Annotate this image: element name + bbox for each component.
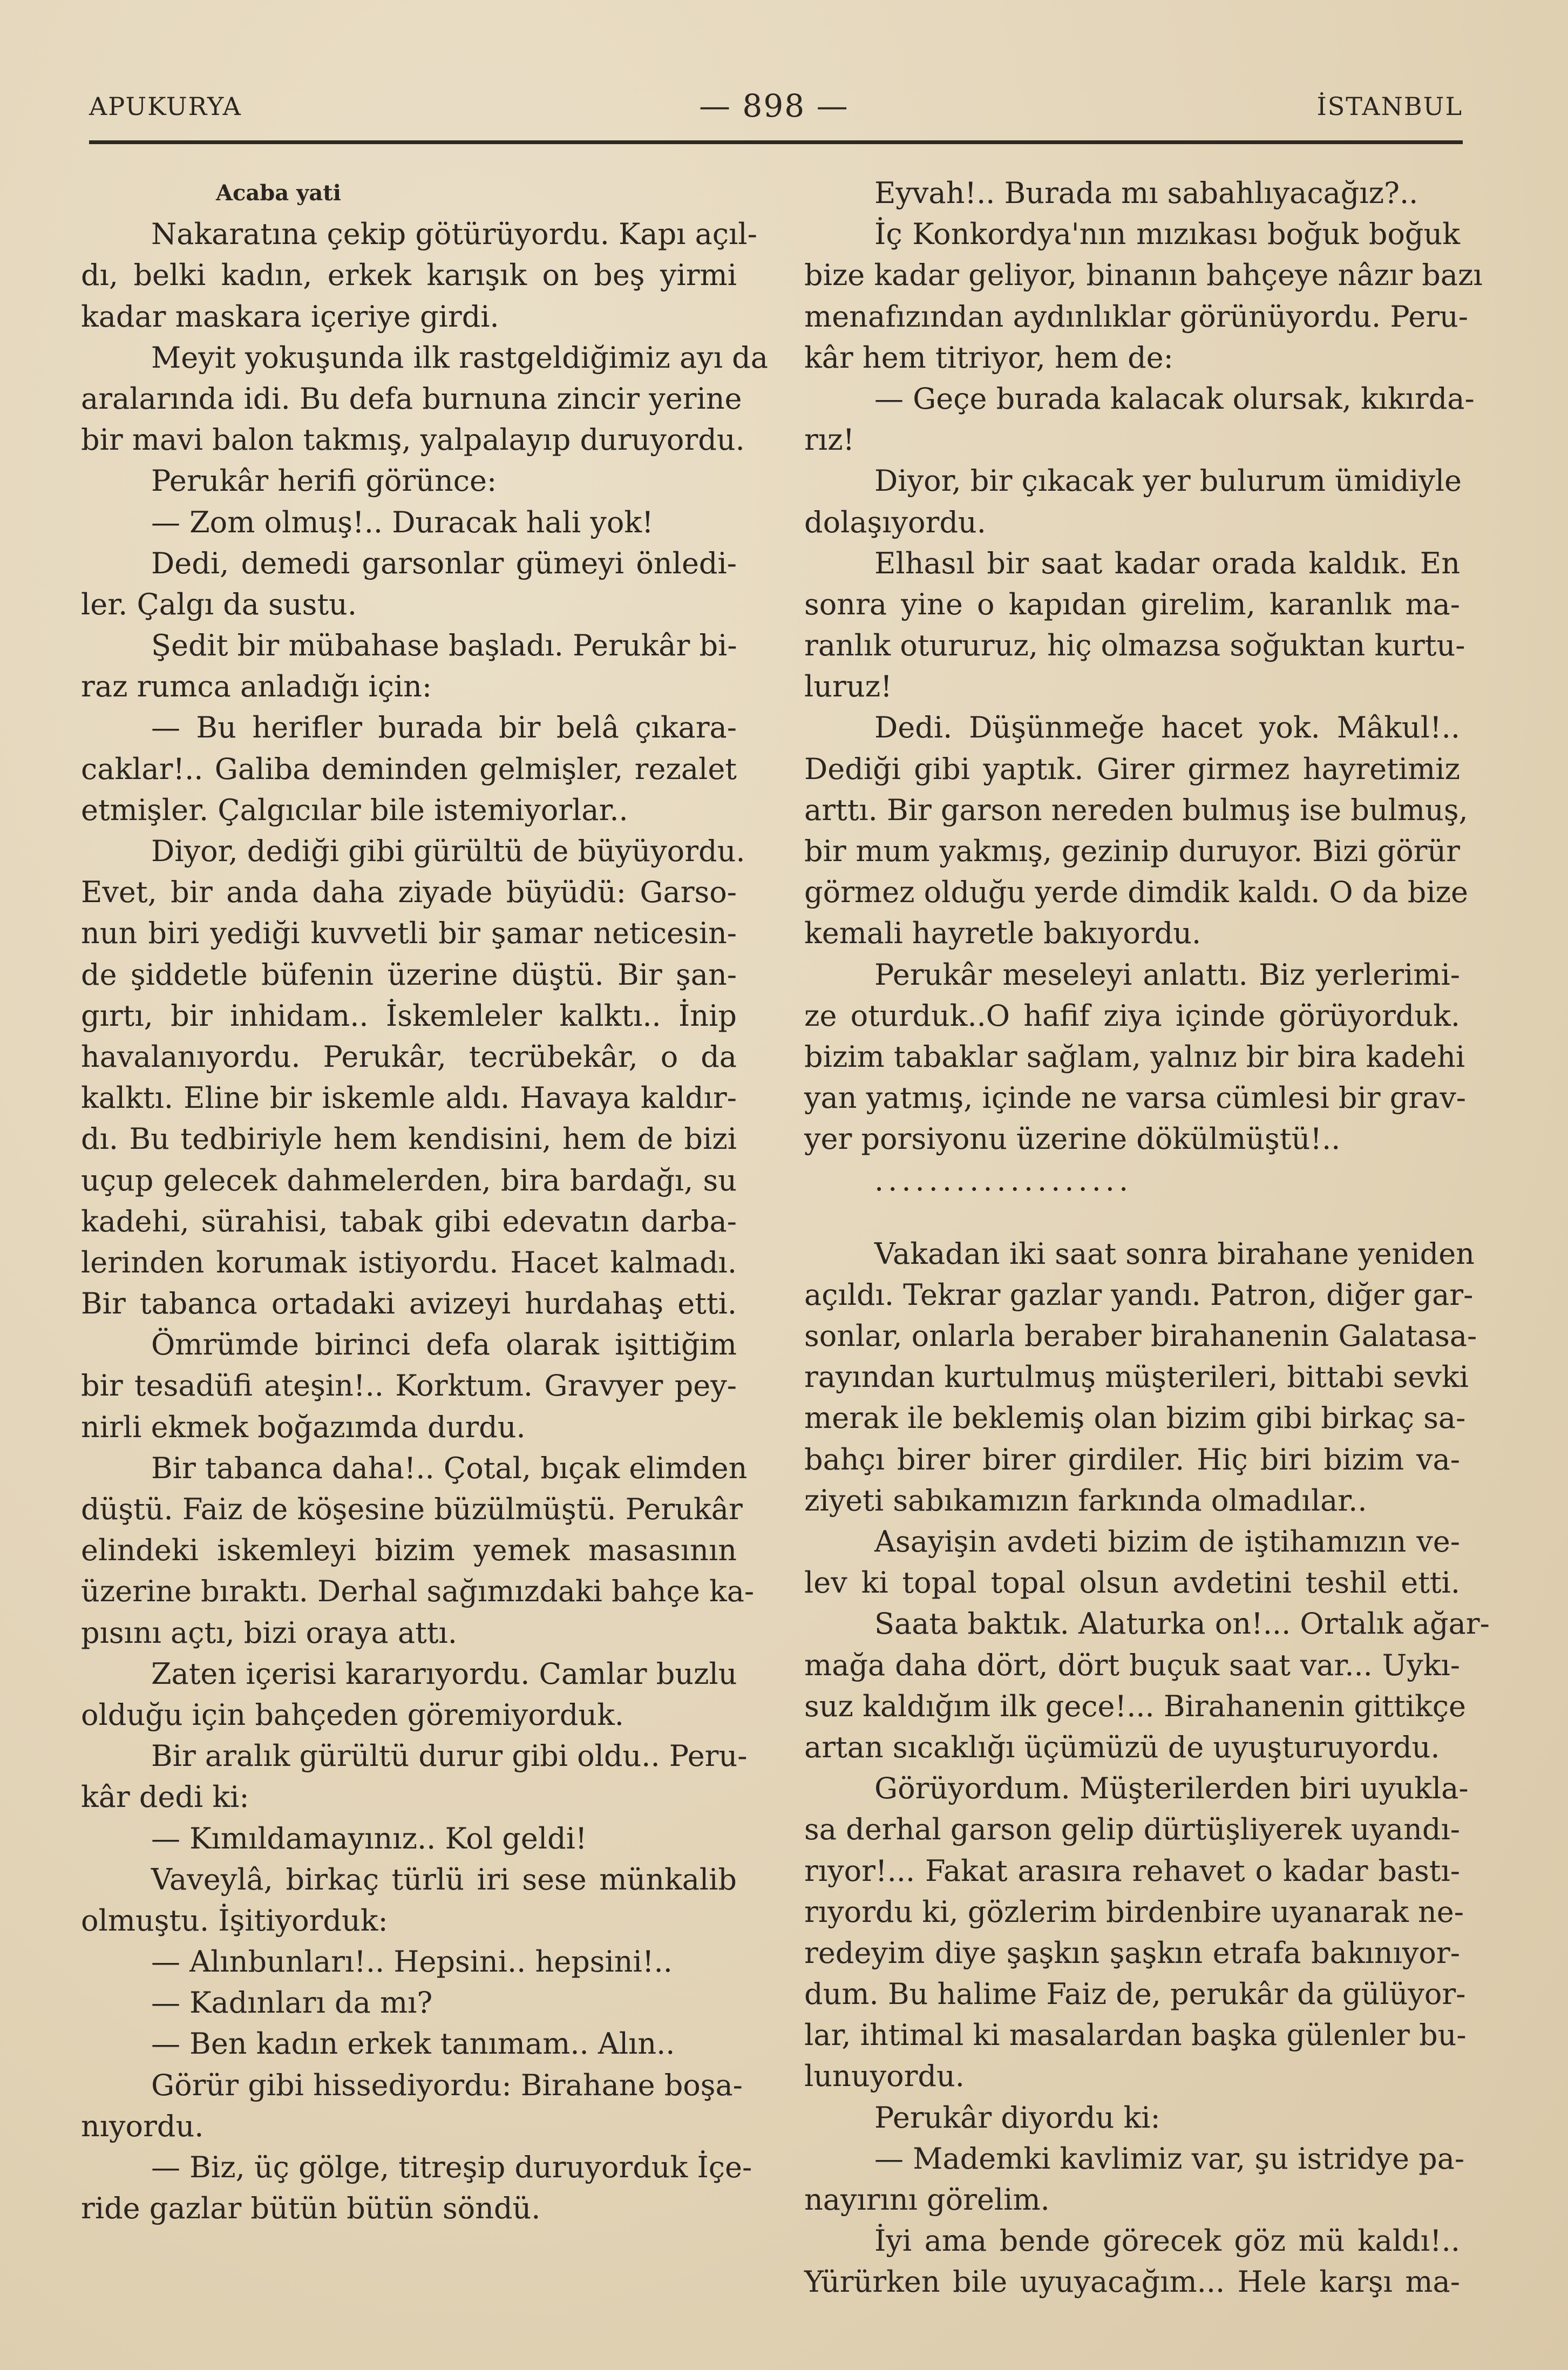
text-line: Şedit bir mübahase başladı. Perukâr bi- bbox=[151, 628, 737, 663]
text-line: sonra yine o kapıdan girelim, karanlık ma- bbox=[804, 587, 1460, 621]
text-line: Perukâr herifi görünce: bbox=[151, 464, 497, 498]
text-line: bir mavi balon takmış, yalpalayıp duruyordu. bbox=[81, 423, 745, 457]
text-line: Evet, bir anda daha ziyade büyüdü: Garso- bbox=[81, 875, 737, 910]
text-line: Dedi, demedi garsonlar gümeyi önledi- bbox=[151, 546, 737, 580]
text-line: Zaten içerisi kararıyordu. Camlar buzlu bbox=[151, 1656, 737, 1691]
text-line: bir mum yakmış, gezinip duruyor. Bizi görür bbox=[804, 834, 1460, 868]
text-line: bir tesadüfi ateşin!.. Korktum. Gravyer pey- bbox=[81, 1369, 737, 1403]
text-line: raz rumca anladığı için: bbox=[81, 669, 432, 704]
text-line: pısını açtı, bizi oraya attı. bbox=[81, 1615, 457, 1650]
text-line: rayından kurtulmuş müşterileri, bittabi sevki bbox=[804, 1360, 1469, 1394]
text-line: Saata baktık. Alaturka on!... Ortalık ağar- bbox=[874, 1607, 1490, 1641]
text-line: Görüyordum. Müşterilerden biri uyukla- bbox=[874, 1771, 1469, 1806]
text-line: ride gazlar bütün bütün söndü. bbox=[81, 2191, 541, 2226]
text-line: ler. Çalgı da sustu. bbox=[81, 587, 357, 621]
text-line: kemali hayretle bakıyordu. bbox=[804, 916, 1202, 951]
text-line: — Zom olmuş!.. Duracak hali yok! bbox=[151, 505, 654, 539]
text-line: bize kadar geliyor, binanın bahçeye nâzır bazı bbox=[804, 258, 1483, 293]
text-line: Nakaratına çekip götürüyordu. Kapı açıl- bbox=[151, 217, 757, 252]
text-line: Bir aralık gürültü durur gibi oldu.. Peru- bbox=[151, 1739, 748, 1773]
text-line: merak ile beklemiş olan bizim gibi birkaç sa- bbox=[804, 1401, 1466, 1435]
text-line: Perukâr meseleyi anlattı. Biz yerlerimi- bbox=[874, 957, 1460, 992]
text-line: gırtı, bir inhidam.. İskemleler kalktı.. İnip bbox=[81, 998, 737, 1033]
text-line: Perukâr diyordu ki: bbox=[874, 2100, 1160, 2135]
text-line: — Ben kadın erkek tanımam.. Alın.. bbox=[151, 2027, 675, 2061]
text-line: Yürürken bile uyuyacağım... Hele karşı ma- bbox=[804, 2265, 1460, 2299]
text-line: havalanıyordu. Perukâr, tecrübekâr, o da bbox=[81, 1039, 737, 1074]
text-line: Vakadan iki saat sonra birahane yeniden bbox=[874, 1236, 1475, 1271]
text-line: olmuştu. İşitiyorduk: bbox=[81, 1903, 388, 1938]
text-line: görmez olduğu yerde dimdik kaldı. O da bize bbox=[804, 875, 1469, 910]
text-line: rız! bbox=[804, 423, 855, 457]
text-line: artan sıcaklığı üçümüzü de uyuşturuyordu. bbox=[804, 1730, 1440, 1764]
text-line: rıyordu ki, gözlerim birdenbire uyanarak ne- bbox=[804, 1894, 1464, 1929]
text-line: kalktı. Eline bir iskemle aldı. Havaya kaldır- bbox=[81, 1081, 737, 1115]
text-line: kâr dedi ki: bbox=[81, 1780, 249, 1814]
text-line: bahçı birer birer girdiler. Hiç biri bizim va- bbox=[804, 1442, 1460, 1477]
text-line: — Geçe burada kalacak olursak, kıkırda- bbox=[874, 381, 1475, 416]
text-line: Dediği gibi yaptık. Girer girmez hayretimiz bbox=[804, 751, 1460, 786]
text-line: Bir tabanca daha!.. Çotal, bıçak elimden bbox=[151, 1451, 748, 1485]
text-line: dolaşıyordu. bbox=[804, 505, 986, 539]
text-line: nıyordu. bbox=[81, 2109, 204, 2143]
text-line: lerinden korumak istiyordu. Hacet kalmadı. bbox=[81, 1245, 737, 1279]
text-line: nirli ekmek boğazımda durdu. bbox=[81, 1410, 526, 1444]
text-line: ranlık otururuz, hiç olmazsa soğuktan kurtu- bbox=[804, 628, 1465, 663]
text-line: Ömrümde birinci defa olarak işittiğim bbox=[151, 1328, 737, 1362]
text-line: Acaba yati bbox=[216, 180, 341, 206]
text-line: Bir tabanca ortadaki avizeyi hurdahaş etti. bbox=[81, 1286, 737, 1321]
text-line: elindeki iskemleyi bizim yemek masasının bbox=[81, 1533, 737, 1568]
right-column bbox=[804, 173, 1490, 2303]
text-line: kadehi, sürahisi, tabak gibi edevatın darba- bbox=[81, 1204, 737, 1238]
text-line: bizim tabaklar sağlam, yalnız bir bira kadehi bbox=[804, 1039, 1465, 1074]
text-line: rıyor!... Fakat arasıra rehavet o kadar bastı- bbox=[804, 1853, 1460, 1888]
text-line: — Alınbunları!.. Hepsini.. hepsini!.. bbox=[151, 1945, 673, 1979]
text-line: kâr hem titriyor, hem de: bbox=[804, 340, 1173, 375]
text-line: Diyor, dediği gibi gürültü de büyüyordu. bbox=[151, 834, 745, 868]
text-line: — Bu herifler burada bir belâ çıkara- bbox=[151, 710, 737, 745]
text-line: düştü. Faiz de köşesine büzülmüştü. Perukâr bbox=[81, 1492, 743, 1526]
page-number: — 898 — bbox=[699, 87, 849, 124]
text-line: Görür gibi hissediyordu: Birahane boşa- bbox=[151, 2068, 743, 2102]
text-line: etmişler. Çalgıcılar bile istemiyorlar.. bbox=[81, 793, 628, 827]
text-line: uçup gelecek dahmelerden, bira bardağı, su bbox=[81, 1163, 737, 1197]
text-line: sonlar, onlarla beraber birahanenin Galatasa- bbox=[804, 1319, 1477, 1353]
text-line: dı, belki kadın, erkek karışık on beş yirmi bbox=[81, 258, 737, 293]
text-line: caklar!.. Galiba deminden gelmişler, rezalet bbox=[81, 751, 737, 786]
header-rule bbox=[89, 140, 1463, 144]
left-column bbox=[81, 173, 768, 2229]
text-line: Eyvah!.. Burada mı sabahlıyacağız?.. bbox=[874, 176, 1418, 210]
text-line: üzerine bıraktı. Derhal sağımızdaki bahçe ka- bbox=[81, 1574, 755, 1609]
text-line: İç Konkordya'nın mızıkası boğuk boğuk bbox=[874, 217, 1460, 252]
text-line bbox=[804, 1201, 1460, 1234]
text-line: lev ki topal topal olsun avdetini teshil etti. bbox=[804, 1566, 1460, 1600]
text-line: kadar maskara içeriye girdi. bbox=[81, 299, 499, 334]
running-section: İSTANBUL bbox=[1316, 92, 1463, 121]
text-line: dı. Bu tedbiriyle hem kendisini, hem de bizi bbox=[81, 1122, 737, 1156]
text-line: redeyim diye şaşkın şaşkın etrafa bakınıyor- bbox=[804, 1935, 1460, 1970]
text-line: — Mademki kavlimiz var, şu istridye pa- bbox=[874, 2141, 1465, 2176]
text-line: ziyeti sabıkamızın farkında olmadılar.. bbox=[804, 1483, 1367, 1518]
text-line: olduğu için bahçeden göremiyorduk. bbox=[81, 1697, 624, 1732]
text-line: de şiddetle büfenin üzerine düştü. Bir şan- bbox=[81, 957, 737, 992]
text-line: — Kımıldamayınız.. Kol geldi! bbox=[151, 1821, 587, 1856]
text-line: — Kadınları da mı? bbox=[151, 1986, 433, 2020]
page-header bbox=[89, 87, 1463, 140]
text-line: ................... bbox=[874, 1163, 1133, 1197]
text-line: arttı. Bir garson nereden bulmuş ise bulmuş, bbox=[804, 793, 1468, 827]
text-line: menafızından aydınlıklar görünüyordu. Peru- bbox=[804, 299, 1469, 334]
running-title: APUKURYA bbox=[89, 92, 242, 121]
text-line: nun biri yediği kuvvetli bir şamar neticesin- bbox=[81, 916, 737, 951]
text-line: İyi ama bende görecek göz mü kaldı!.. bbox=[874, 2224, 1460, 2258]
text-line: Asayişin avdeti bizim de iştihamızın ve- bbox=[874, 1525, 1460, 1559]
text-line: suz kaldığım ilk gece!... Birahanenin gittikçe bbox=[804, 1689, 1466, 1723]
text-line: ze oturduk..O hafif ziya içinde görüyorduk. bbox=[804, 998, 1460, 1033]
text-line: Vaveylâ, birkaç türlü iri sese münkalib bbox=[151, 1862, 737, 1897]
text-line: yer porsiyonu üzerine dökülmüştü!.. bbox=[804, 1122, 1341, 1156]
text-line: Dedi. Düşünmeğe hacet yok. Mâkul!.. bbox=[874, 710, 1460, 745]
text-line: mağa daha dört, dört buçuk saat var... Uykı- bbox=[804, 1648, 1460, 1682]
text-line: — Biz, üç gölge, titreşip duruyorduk İçe- bbox=[151, 2150, 752, 2184]
text-line: Diyor, bir çıkacak yer bulurum ümidiyle bbox=[874, 464, 1462, 498]
text-line: lunuyordu. bbox=[804, 2059, 965, 2094]
text-line: açıldı. Tekrar gazlar yandı. Patron, diğer gar- bbox=[804, 1277, 1474, 1312]
text-line: luruz! bbox=[804, 669, 892, 704]
text-line: nayırını görelim. bbox=[804, 2183, 1050, 2217]
text-line: Meyit yokuşunda ilk rastgeldiğimiz ayı da bbox=[151, 340, 768, 375]
text-line: dum. Bu halime Faiz de, perukâr da gülüyor- bbox=[804, 1977, 1466, 2012]
text-line: aralarında idi. Bu defa burnuna zincir yerine bbox=[81, 381, 742, 416]
text-line: lar, ihtimal ki masalardan başka gülenler bu- bbox=[804, 2018, 1467, 2053]
text-line: sa derhal garson gelip dürtüşliyerek uyandı- bbox=[804, 1812, 1460, 1847]
text-line: Elhasıl bir saat kadar orada kaldık. En bbox=[874, 546, 1460, 580]
text-line: yan yatmış, içinde ne varsa cümlesi bir grav- bbox=[804, 1081, 1467, 1115]
